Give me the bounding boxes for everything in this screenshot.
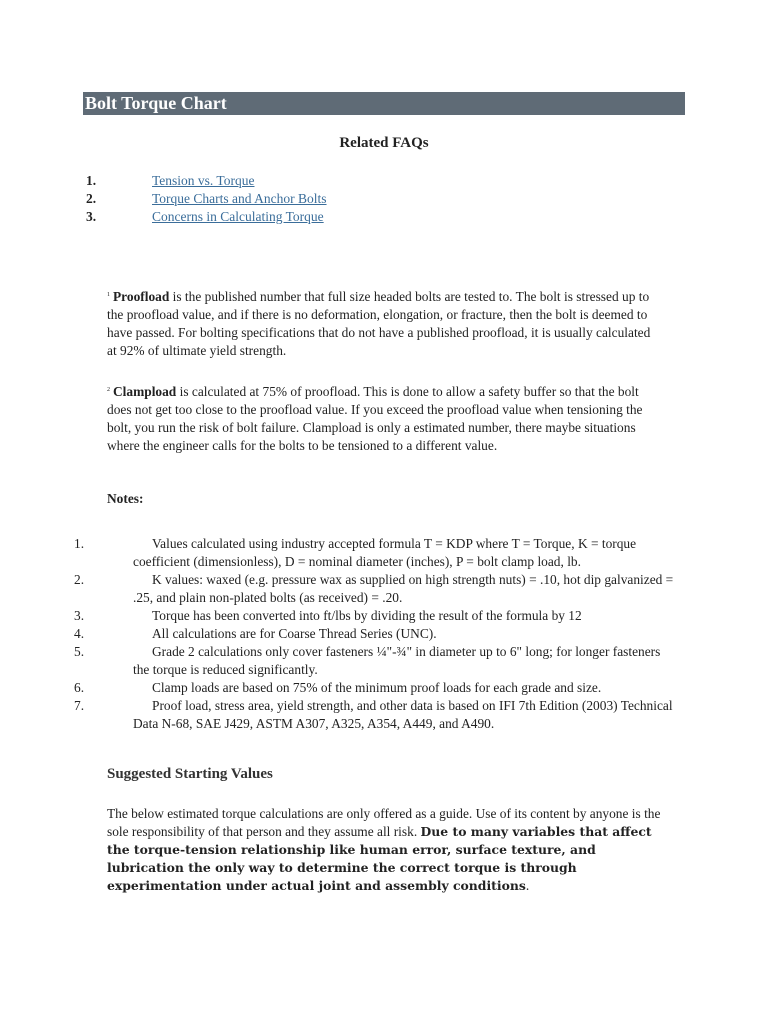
note-text: K values: waxed (e.g. pressure wax as supplied on high strength nuts) = .10, hot dip galvanized = .25, and plain non-plated bolts (as received) = .20.	[133, 572, 674, 605]
list-number: 5.	[74, 644, 85, 659]
list-item	[74, 625, 674, 643]
related-faqs-heading: Related FAQs	[339, 135, 429, 151]
list-number: 4.	[74, 626, 85, 641]
note-text: Values calculated using industry accepted formula T = KDP where T = Torque, K = torque coefficient (dimensionless), D = nominal diameter (inches), P = bolt clamp load, lb.	[133, 536, 637, 569]
list-number: 1.	[86, 173, 97, 188]
suggested-values-heading: Suggested Starting Values	[107, 766, 273, 782]
list-number: 2.	[74, 572, 85, 587]
list-number: 3.	[86, 209, 97, 224]
footnote-term: Clampload	[113, 384, 177, 399]
footnote-text: is calculated at 75% of proofload. This is done to allow a safety buffer so that the bolt does not get too close to the proofload value. If you exceed the proofload value when tensioning the bolt, you run the risk of bolt failure. Clampload is only a estimated number, there maybe situations where the engineer calls for the bolts to be tensioned to a different value.	[107, 384, 643, 453]
faq-link-concerns[interactable]: Concerns in Calculating Torque	[152, 209, 324, 224]
faq-link-torque-charts[interactable]: Torque Charts and Anchor Bolts	[152, 191, 327, 206]
footnote-clampload	[107, 381, 662, 455]
faq-link-tension-vs-torque[interactable]: Tension vs. Torque	[152, 173, 255, 188]
faq-list	[86, 172, 486, 226]
note-text: Grade 2 calculations only cover fasteners ¼"-¾" in diameter up to 6" long; for longer fasteners the torque is reduced significantly.	[133, 644, 661, 677]
list-number: 7.	[74, 698, 85, 713]
disclaimer-paragraph	[107, 805, 662, 895]
list-item	[86, 172, 486, 190]
note-text: Torque has been converted into ft/lbs by dividing the result of the formula by 12	[152, 608, 582, 623]
list-item	[74, 607, 674, 625]
footnote-text: is the published number that full size headed bolts are tested to. The bolt is stressed up to the proofload value, and if there is no deformation, elongation, or fracture, then the bolt is deemed to have passed. For bolting specifications that do not have a published proofload, it is usually calculated at 92% of ultimate yield strength.	[107, 289, 651, 358]
note-text: All calculations are for Coarse Thread Series (UNC).	[152, 626, 437, 641]
list-number: 1.	[74, 536, 85, 551]
footnote-proofload	[107, 286, 662, 360]
list-number: 6.	[74, 680, 85, 695]
list-item	[74, 535, 674, 571]
notes-list	[74, 535, 674, 733]
page-title: Bolt Torque Chart	[83, 92, 685, 115]
list-item	[74, 571, 674, 607]
footnote-marker: 1	[107, 292, 110, 298]
notes-heading: Notes:	[107, 491, 144, 506]
footnote-marker: 2	[107, 387, 110, 393]
list-number: 3.	[74, 608, 85, 623]
footnote-term: Proofload	[113, 289, 170, 304]
note-text: Clamp loads are based on 75% of the minimum proof loads for each grade and size.	[152, 680, 602, 695]
disclaimer-text: The below estimated torque calculations are only offered as a guide. Use of its content by anyone is the sole responsibility of that person and they assume all risk.	[107, 806, 661, 839]
list-number: 2.	[86, 191, 97, 206]
list-item	[74, 697, 674, 733]
list-item	[86, 190, 486, 208]
disclaimer-end: .	[525, 878, 530, 893]
list-item	[74, 643, 674, 679]
list-item	[86, 208, 486, 226]
list-item	[74, 679, 674, 697]
note-text: Proof load, stress area, yield strength, and other data is based on IFI 7th Edition (2003) Technical Data N-68, SAE J429, ASTM A307, A325, A354, A449, and A490.	[133, 698, 673, 731]
disclaimer-bold-text: Due to many variables that affect the torque-tension relationship like human error, surface texture, and lubrication the only way to determine the correct torque is through experimentation under actual joint and assembly conditions	[107, 824, 652, 893]
